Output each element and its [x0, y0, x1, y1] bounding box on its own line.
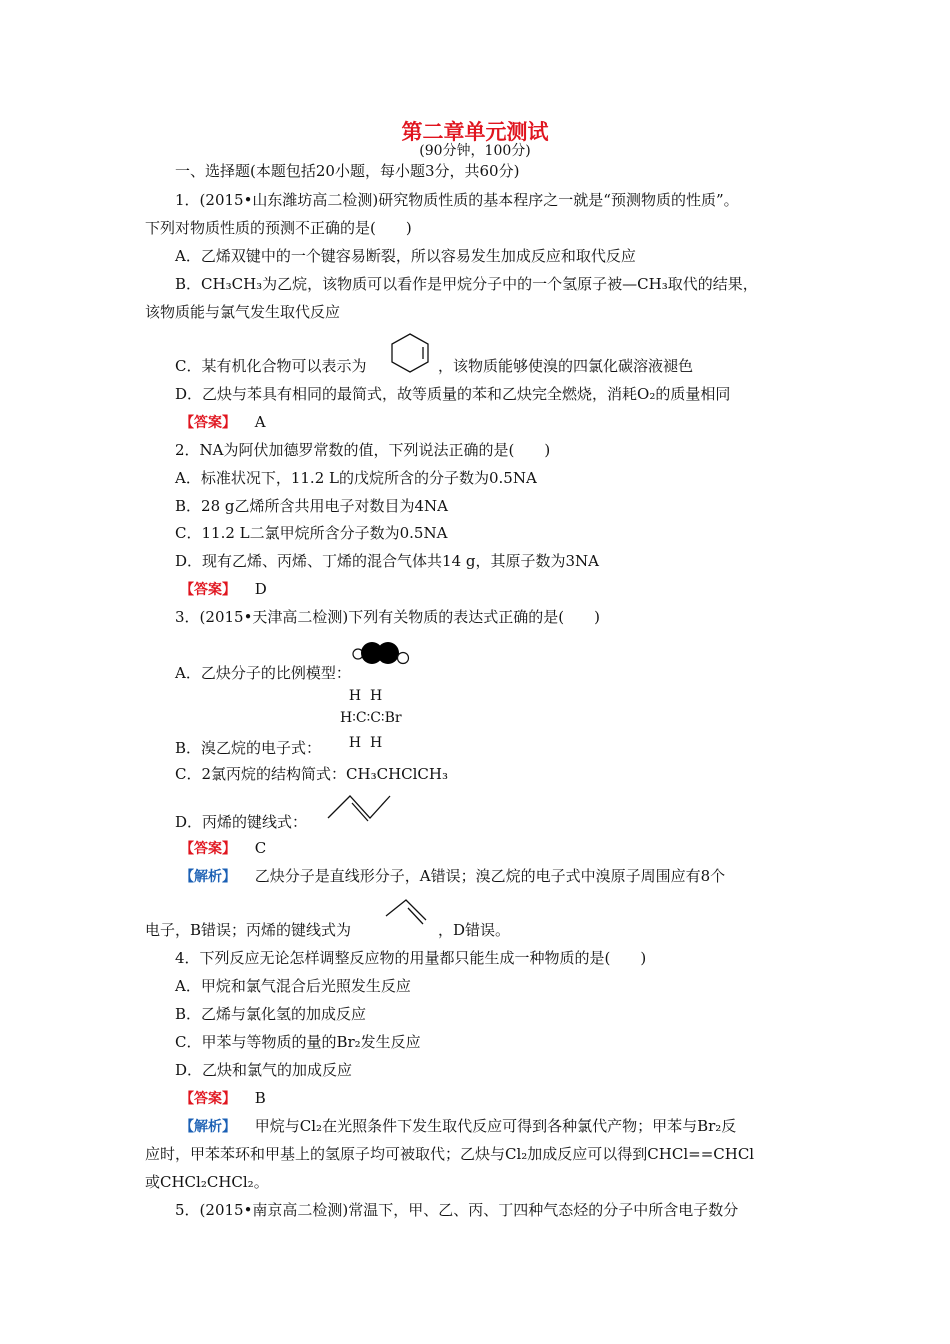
- answer-value: A: [254, 413, 266, 431]
- q4-explanation-line1: [180, 1112, 736, 1141]
- answer-tag: 【答案】: [180, 1091, 236, 1107]
- q1-option-b-line2: 该物质能与氯气发生取代反应: [145, 303, 341, 321]
- answer-tag: 【答案】: [180, 415, 236, 431]
- q2-option-a: A．标准状况下，11.2 L的戊烷所含的分子数为0.5NA: [175, 469, 537, 487]
- propene-skeletal-formula-figure: [326, 790, 392, 822]
- answer-tag: 【答案】: [180, 582, 236, 598]
- q3-option-c: C．2氯丙烷的结构简式：CH₃CHClCH₃: [175, 765, 448, 783]
- explanation-text: 乙炔分子是直线形分子，A错误；溴乙烷的电子式中溴原子周围应有8个: [254, 867, 726, 885]
- q2-option-b: B．28 g乙烯所含共用电子对数目为4NA: [175, 497, 448, 515]
- q3-explanation-line2-suffix: ，D错误。: [438, 921, 511, 939]
- q3-answer: [180, 834, 266, 863]
- q4-answer: [180, 1084, 266, 1113]
- q4-explanation-line3: 或CHCl₂CHCl₂。: [145, 1173, 269, 1191]
- q1-option-b-line1: B．CH₃CH₃为乙烷，该物质可以看作是甲烷分子中的一个氢原子被—CH₃取代的结果，: [175, 275, 758, 293]
- q2-stem: 2．NA为阿伏加德罗常数的值，下列说法正确的是( ): [175, 441, 551, 459]
- q4-option-b: B．乙烯与氯化氢的加成反应: [175, 1005, 367, 1023]
- q4-option-a: A．甲烷和氯气混合后光照发生反应: [175, 977, 411, 995]
- acetylene-space-filling-model-figure: [350, 636, 412, 672]
- q2-option-c: C．11.2 L二氯甲烷所含分子数为0.5NA: [175, 524, 448, 542]
- q4-option-d: D．乙炔和氯气的加成反应: [175, 1061, 353, 1079]
- q3-explanation-line1: [180, 862, 725, 891]
- q1-option-c-prefix: C．某有机化合物可以表示为: [175, 357, 367, 375]
- q3-option-a: A．乙炔分子的比例模型：: [175, 664, 351, 682]
- electron-formula-row1: H H: [340, 688, 383, 704]
- cyclohexene-structure-figure: [386, 330, 434, 374]
- q1-answer: [180, 408, 266, 437]
- answer-value: D: [254, 580, 267, 598]
- answer-tag: 【答案】: [180, 841, 236, 857]
- q1-stem-line2: 下列对物质性质的预测不正确的是( ): [145, 219, 412, 237]
- q4-explanation-line2: 应时，甲苯苯环和甲基上的氢原子均可被取代；乙炔与Cl₂加成反应可以得到CHCl==CHCl: [145, 1145, 755, 1163]
- q1-stem-line1: 1．(2015•山东潍坊高二检测)研究物质性质的基本程序之一就是“预测物质的性质”。: [175, 191, 739, 209]
- q3-option-d: D．丙烯的键线式：: [175, 813, 308, 831]
- q3-stem: 3．(2015•天津高二检测)下列有关物质的表达式正确的是( ): [175, 608, 600, 626]
- section-heading: 一、选择题(本题包括20小题，每小题3分，共60分): [175, 162, 520, 180]
- answer-value: B: [254, 1089, 266, 1107]
- q5-stem: 5．(2015•南京高二检测)常温下，甲、乙、丙、丁四种气态烃的分子中所含电子数分: [175, 1201, 739, 1219]
- q2-option-d: D．现有乙烯、丙烯、丁烯的混合气体共14 g，其原子数为3NA: [175, 552, 599, 570]
- q4-stem: 4．下列反应无论怎样调整反应物的用量都只能生成一种物质的是( ): [175, 949, 647, 967]
- explanation-text: 甲烷与Cl₂在光照条件下发生取代反应可得到各种氯代产物；甲苯与Br₂反: [254, 1117, 737, 1135]
- q3-option-b: B．溴乙烷的电子式：: [175, 739, 322, 757]
- q1-option-a: A．乙烯双键中的一个键容易断裂，所以容易发生加成反应和取代反应: [175, 247, 636, 265]
- answer-value: C: [254, 839, 267, 857]
- page-title: 第二章单元测试: [401, 120, 549, 144]
- page-subtitle: (90分钟，100分): [419, 143, 531, 159]
- propene-skeletal-formula-correct-figure: [384, 896, 434, 930]
- electron-formula-row3: H H: [340, 735, 383, 751]
- explanation-tag: 【解析】: [180, 869, 236, 885]
- q1-option-d: D．乙炔与苯具有相同的最简式，故等质量的苯和乙炔完全燃烧，消耗O₂的质量相同: [175, 385, 731, 403]
- q2-answer: [180, 575, 267, 604]
- q3-explanation-line2-prefix: 电子，B错误；丙烯的键线式为: [145, 921, 352, 939]
- explanation-tag: 【解析】: [180, 1119, 236, 1135]
- q1-option-c-suffix: ，该物质能够使溴的四氯化碳溶液褪色: [438, 357, 694, 375]
- q4-option-c: C．甲苯与等物质的量的Br₂发生反应: [175, 1033, 421, 1051]
- electron-formula-row2: H∶C∶C∶Br: [340, 710, 402, 726]
